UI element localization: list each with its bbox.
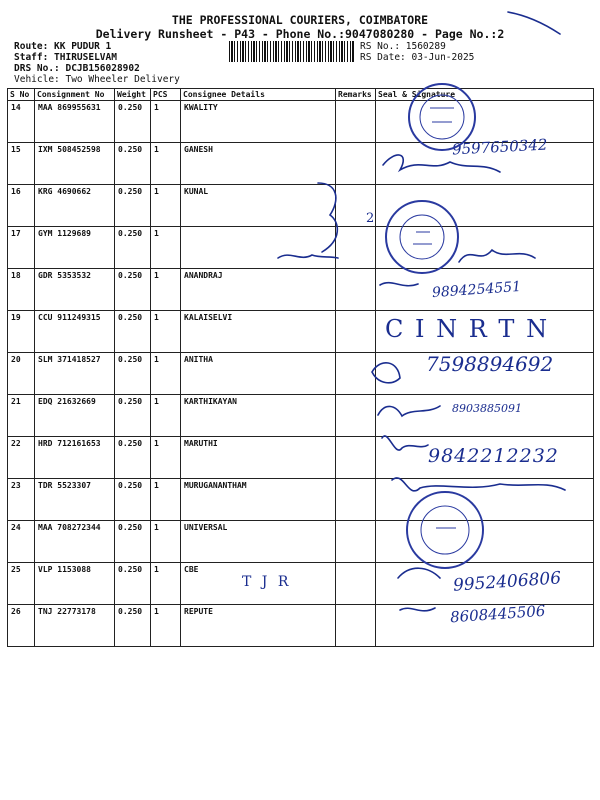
staff-label: Staff: THIRUSELVAM (14, 52, 117, 63)
cell-pcs: 1 (151, 227, 181, 269)
cell-pcs: 1 (151, 395, 181, 437)
handwritten-phone-20: 7598894692 (426, 352, 554, 376)
cell-sno: 24 (8, 521, 35, 563)
cell-consignment: MAA 869955631 (35, 101, 115, 143)
cell-consignee: CBE (181, 563, 336, 605)
cell-remarks (336, 143, 376, 185)
cell-remarks (336, 605, 376, 647)
cell-remarks (336, 479, 376, 521)
cell-consignee: MARUTHI (181, 437, 336, 479)
cell-sno: 23 (8, 479, 35, 521)
cell-remarks (336, 353, 376, 395)
cell-weight: 0.250 (115, 563, 151, 605)
cell-consignee: MURUGANANTHAM (181, 479, 336, 521)
col-header-consignment: Consignment No (35, 89, 115, 101)
table-header-row (8, 89, 594, 101)
cell-weight: 0.250 (115, 437, 151, 479)
cell-weight: 0.250 (115, 311, 151, 353)
cell-consignment: MAA 708272344 (35, 521, 115, 563)
cell-consignment: SLM 371418527 (35, 353, 115, 395)
cell-remarks (336, 563, 376, 605)
cell-weight: 0.250 (115, 521, 151, 563)
cell-pcs: 1 (151, 521, 181, 563)
cell-pcs: 1 (151, 101, 181, 143)
cell-sno: 17 (8, 227, 35, 269)
cell-consignment: IXM 508452598 (35, 143, 115, 185)
cell-consignee: KARTHIKAYAN (181, 395, 336, 437)
cell-remarks (336, 395, 376, 437)
cell-consignee: KALAISELVI (181, 311, 336, 353)
cell-weight: 0.250 (115, 353, 151, 395)
cell-remarks (336, 311, 376, 353)
company-title: THE PROFESSIONAL COURIERS, COIMBATORE (171, 13, 429, 27)
cell-consignee: UNIVERSAL (181, 521, 336, 563)
cell-weight: 0.250 (115, 227, 151, 269)
handwritten-phone-18: 9894254551 (431, 278, 522, 302)
cell-pcs: 1 (151, 311, 181, 353)
barcode (229, 41, 355, 62)
cell-remarks (336, 521, 376, 563)
cell-consignment: VLP 1153088 (35, 563, 115, 605)
cell-consignee: ANANDRAJ (181, 269, 336, 311)
cell-weight: 0.250 (115, 479, 151, 521)
rs-number: RS No.: 1560289 (360, 41, 446, 52)
cell-signature (376, 227, 594, 269)
handwritten-phone-26: 8608445506 (449, 601, 546, 627)
cell-consignment: GYM 1129689 (35, 227, 115, 269)
cell-consignment: CCU 911249315 (35, 311, 115, 353)
cell-weight: 0.250 (115, 605, 151, 647)
cell-weight: 0.250 (115, 143, 151, 185)
cell-pcs: 1 (151, 479, 181, 521)
handwritten-bracket-number: 2 (366, 211, 375, 226)
cell-weight: 0.250 (115, 101, 151, 143)
handwritten-phone-21: 8903885091 (452, 402, 522, 415)
table-row (8, 227, 594, 269)
drs-number: DRS No.: DCJB156028902 (14, 63, 140, 74)
cell-signature (376, 521, 594, 563)
cell-consignee: KWALITY (181, 101, 336, 143)
cell-consignment: TDR 5523307 (35, 479, 115, 521)
cell-consignment: TNJ 22773178 (35, 605, 115, 647)
col-header-remarks: Remarks (336, 89, 376, 101)
table-row (8, 101, 594, 143)
cell-consignee: GANESH (181, 143, 336, 185)
cell-pcs: 1 (151, 605, 181, 647)
cell-consignment: KRG 4690662 (35, 185, 115, 227)
cell-consignee: ANITHA (181, 353, 336, 395)
table-row (8, 479, 594, 521)
cell-consignee: KUNAL (181, 185, 336, 227)
cell-sno: 19 (8, 311, 35, 353)
cell-sno: 25 (8, 563, 35, 605)
handwritten-phone-22: 9842212232 (428, 445, 559, 467)
cell-sno: 21 (8, 395, 35, 437)
cell-weight: 0.250 (115, 185, 151, 227)
handwritten-phone-15: 9597650342 (451, 135, 548, 159)
cell-consignment: EDQ 21632669 (35, 395, 115, 437)
cell-sno: 16 (8, 185, 35, 227)
cell-signature (376, 479, 594, 521)
col-header-signature: Seal & Signature (376, 89, 594, 101)
vehicle-label: Vehicle: Two Wheeler Delivery (14, 74, 180, 85)
cell-sno: 15 (8, 143, 35, 185)
cell-pcs: 1 (151, 437, 181, 479)
handwritten-cin-rtn: C I N R T N (385, 315, 550, 343)
cell-consignment: HRD 712161653 (35, 437, 115, 479)
cell-weight: 0.250 (115, 395, 151, 437)
cell-consignee: REPUTE (181, 605, 336, 647)
cell-signature (376, 185, 594, 227)
cell-signature (376, 395, 594, 437)
cell-sno: 22 (8, 437, 35, 479)
rs-date: RS Date: 03-Jun-2025 (360, 52, 475, 63)
col-header-weight: Weight (115, 89, 151, 101)
table-row (8, 395, 594, 437)
cell-pcs: 1 (151, 353, 181, 395)
runsheet-subtitle: Delivery Runsheet - P43 - Phone No.:9047080280 - Page No.:2 (95, 27, 505, 41)
col-header-pcs: PCS (151, 89, 181, 101)
cell-pcs: 1 (151, 185, 181, 227)
cell-sno: 14 (8, 101, 35, 143)
cell-sno: 26 (8, 605, 35, 647)
handwritten-phone-25: 9952406806 (452, 568, 562, 596)
cell-pcs: 1 (151, 143, 181, 185)
cell-remarks (336, 437, 376, 479)
route-label: Route: KK PUDUR 1 (14, 41, 112, 52)
cell-pcs: 1 (151, 269, 181, 311)
table-row (8, 185, 594, 227)
cell-weight: 0.250 (115, 269, 151, 311)
table-row (8, 521, 594, 563)
cell-remarks (336, 101, 376, 143)
cell-sno: 20 (8, 353, 35, 395)
cell-consignee (181, 227, 336, 269)
cell-sno: 18 (8, 269, 35, 311)
handwritten-tjr: T J R (242, 574, 292, 590)
cell-consignment: GDR 5353532 (35, 269, 115, 311)
cell-signature (376, 101, 594, 143)
cell-remarks (336, 269, 376, 311)
cell-remarks (336, 227, 376, 269)
col-header-sno: S No (8, 89, 35, 101)
cell-pcs: 1 (151, 563, 181, 605)
col-header-consignee: Consignee Details (181, 89, 336, 101)
